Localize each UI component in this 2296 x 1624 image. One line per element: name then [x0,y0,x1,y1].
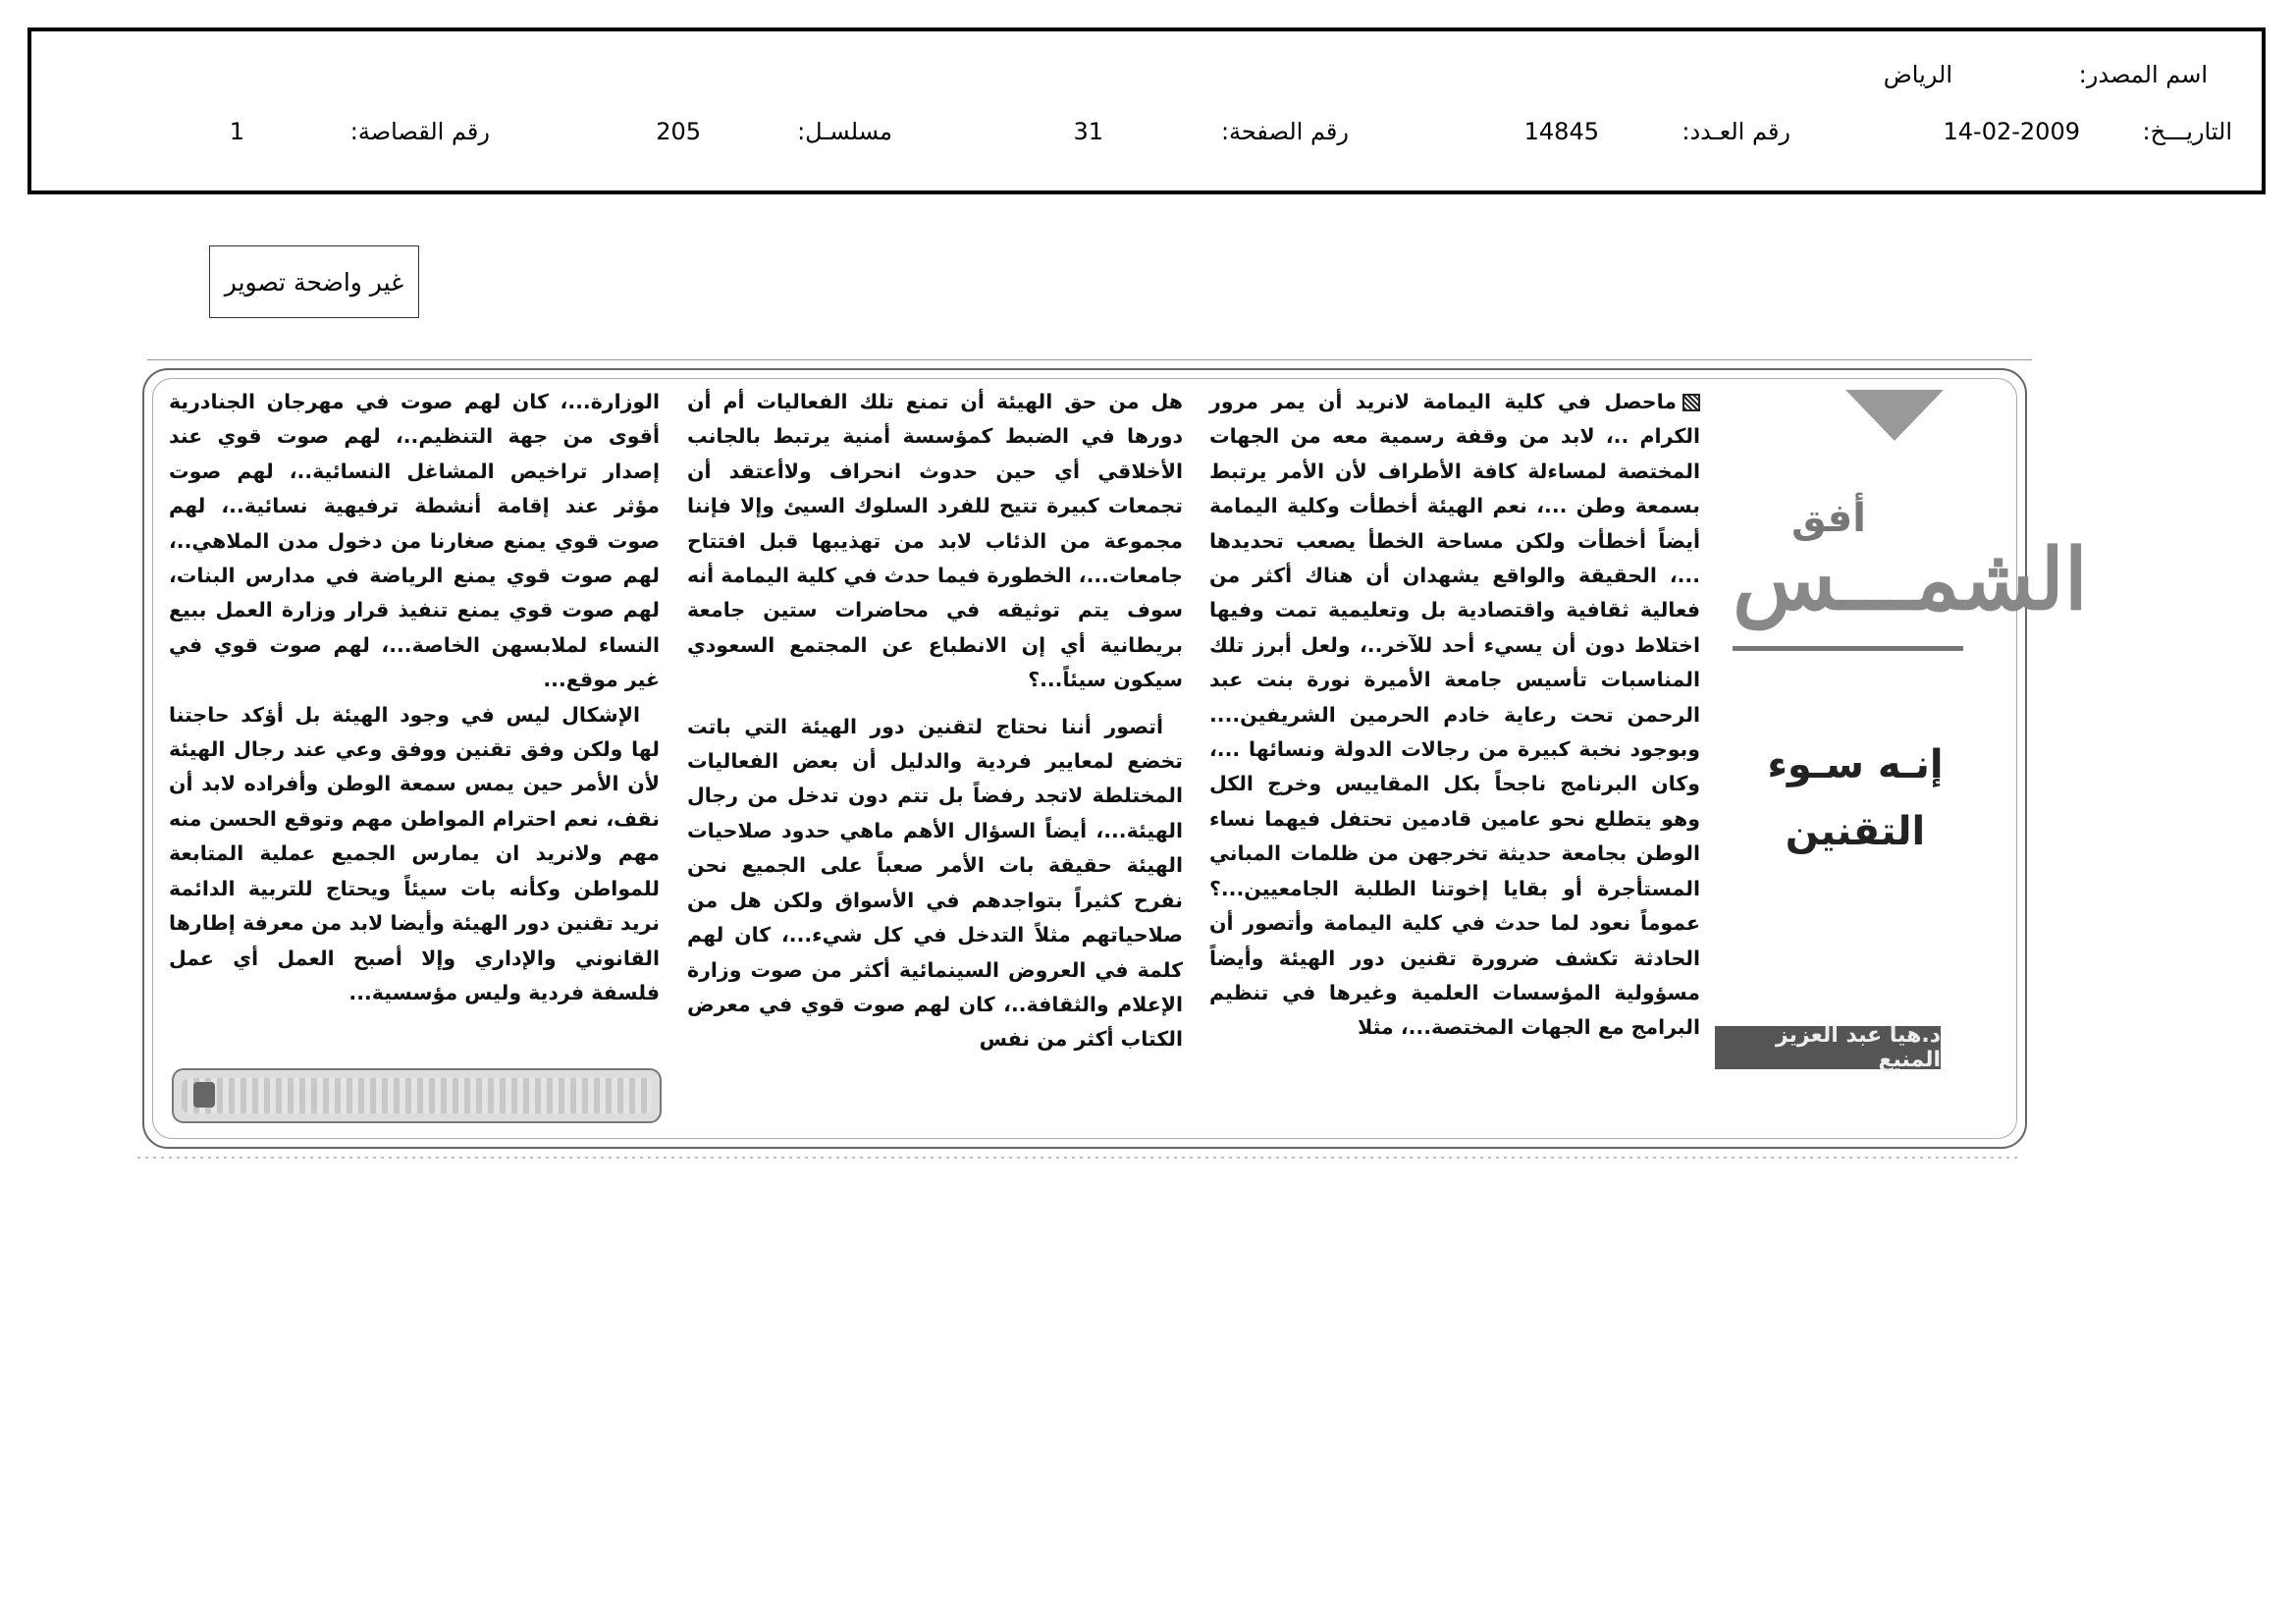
column-logo-underline [1733,646,1963,651]
column-marker-triangle-icon [1845,390,1944,441]
clipping-number-value: 1 [229,118,244,145]
column-1-text: ماحصل في كلية اليمامة لانريد أن يمر مرور الكرام ..، لابد من وقفة رسمية معه من الجهات المختصة لمساءلة كافة الأطراف لأن الأمر يرتبط بسمعة وطن ...، نعم الهيئة أخطأت وكلية اليمامة أيضاً أخطأت ولكن مساحة الخطأ يصعب تحديدها ...، الحقيقة والواقع يشهدان أن هناك أكثر من فعالية ثقافية واقتصادية بل وتعليمية تمت وفيها اختلاط دون أن يسيء أحد للآخر..، ولعل أبرز تلك المناسبات تأسيس جامعة الأميرة نورة بنت عبد الرحمن تحت رعاية خادم الحرمين الشريفين.... وبوجود نخبة كبيرة من رجالات الدولة ونسائها ...، وكان البرنامج ناجحاً بكل المقاييس وخرج الكل وهو يتطلع نحو عامين قادمين تحتفل فيهما نساء الوطن بجامعة حديثة تخرجهن من ظلمات المباني المستأجرة أو بقايا إخوتنا الطلبة الجامعيين...؟عموماً نعود لما حدث في كلية اليمامة وأتصور أن الحادثة تكشف ضرورة تقنين دور الهيئة وأيضاً مسؤولية المؤسسات العلمية وغيرها في تنظيم البرامج مع الجهات المختصة...، مثلا [1209,390,1700,1040]
serial-label: مسلسـل: [797,118,892,145]
date-value: 14-02-2009 [1943,118,2080,145]
column-logo-small: أفق [1791,496,1866,541]
page-number-label: رقم الصفحة: [1220,118,1349,145]
source-label: اسم المصدر: [2078,61,2208,88]
unclear-scan-note: غير واضحة تصوير [209,245,419,318]
date-label: التاريـــخ: [2142,118,2232,145]
metadata-header [27,27,2266,194]
column-footer-badge [172,1068,662,1123]
headline-line-2: التقنين [1785,809,1926,854]
issue-value: 14845 [1523,118,1599,145]
top-rule [147,359,2032,360]
bottom-rule [137,1157,2022,1159]
clipping-number-label: رقم القصاصة: [349,118,490,145]
article-column-2 [687,385,1183,1057]
serial-value: 205 [656,118,701,145]
column-3-paragraph-2: الإشكال ليس في وجود الهيئة بل أؤكد حاجتنا لها ولكن وفق تقنين ووفق وعي عند رجال الهيئة لأن الأمر حين يمس سمعة الوطن وأفراده لابد أن نقف، نعم احترام المواطن مهم وتوقع الحسن منه مهم ولانريد ان يمارس الجميع عملية المتابعة للمواطن وكأنه بات سيئاً ويحتاج للتربية الدائمة نريد تقنين دور الهيئة وأيضا لابد من معرفة إطارها القانوني والإداري وإلا أصبح العمل أي عمل فلسفة فردية وليس مؤسسية... [169,702,660,1004]
footer-badge-pattern [182,1078,652,1113]
column-3-paragraph-1: الوزارة...، كان لهم صوت في مهرجان الجنادرية أقوى من جهة التنظيم..، لهم صوت قوي عند إصدار تراخيص المشاغل النسائية..، لهم صوت مؤثر عند إقامة أنشطة ترفيهية نسائية..، لهم صوت قوي يمنع صغارنا من دخول مدن الملاهي..، لهم صوت قوي يمنع الرياضة في مدارس البنات، لهم صوت قوي يمنع تنفيذ قرار وزارة العمل ببيع النساء لملابسهن الخاصة...، لهم صوت قوي في غير موقع... [169,390,660,692]
column-logo: الشمـــس [1733,530,2088,629]
issue-label: رقم العـدد: [1682,118,1790,145]
headline-line-1: إنـه سـوء [1767,742,1944,787]
paragraph-square-icon [1682,394,1700,411]
newspaper-logo-icon [193,1082,215,1108]
page-number-value: 31 [1073,118,1103,145]
column-2-paragraph-2: أتصور أننا نحتاج لتقنين دور الهيئة التي باتت تخضع لمعايير فردية والدليل أن بعض الفعاليات المختلطة لاتجد رفضاً بل تتم دون تدخل من رجال الهيئة...، أيضاً السؤال الأهم ماهي حدود صلاحيات الهيئة حقيقة بات الأمر صعباً على الجميع نحن نفرح كثيراً بتواجدهم في الأسواق ولكن هل من صلاحياتهم مثلاً التدخل في كل شيء...، كان لهم كلمة في العروض السينمائية أكثر من صوت وزارة الإعلام والثقافة..، كان لهم صوت قوي في معرض الكتاب أكثر من نفس [687,714,1183,1052]
article-column-3 [169,385,660,1010]
article-column-1 [1209,385,1700,1046]
source-value: الرياض [1883,61,1952,88]
column-2-paragraph-1: هل من حق الهيئة أن تمنع تلك الفعاليات أم أن دورها في الضبط كمؤسسة أمنية يرتبط بالجانب الأخلاقي أي حين حدوث انحراف ولاأعتقد أن تجمعات كبيرة تتيح للفرد السلوك السيئ وإلا فإننا مجموعة من الذئاب لابد من تهذيبها قبل افتتاح جامعات...، الخطورة فيما حدث في كلية اليمامة أنه سوف يتم توثيقه في محاضرات ستين جامعة بريطانية أي إن الانطباع عن المجتمع السعودي سيكون سيئاً...؟ [687,390,1183,692]
article-headline [1757,731,1953,865]
author-byline: د.هيا عبد العزيز المنيع [1715,1026,1941,1069]
